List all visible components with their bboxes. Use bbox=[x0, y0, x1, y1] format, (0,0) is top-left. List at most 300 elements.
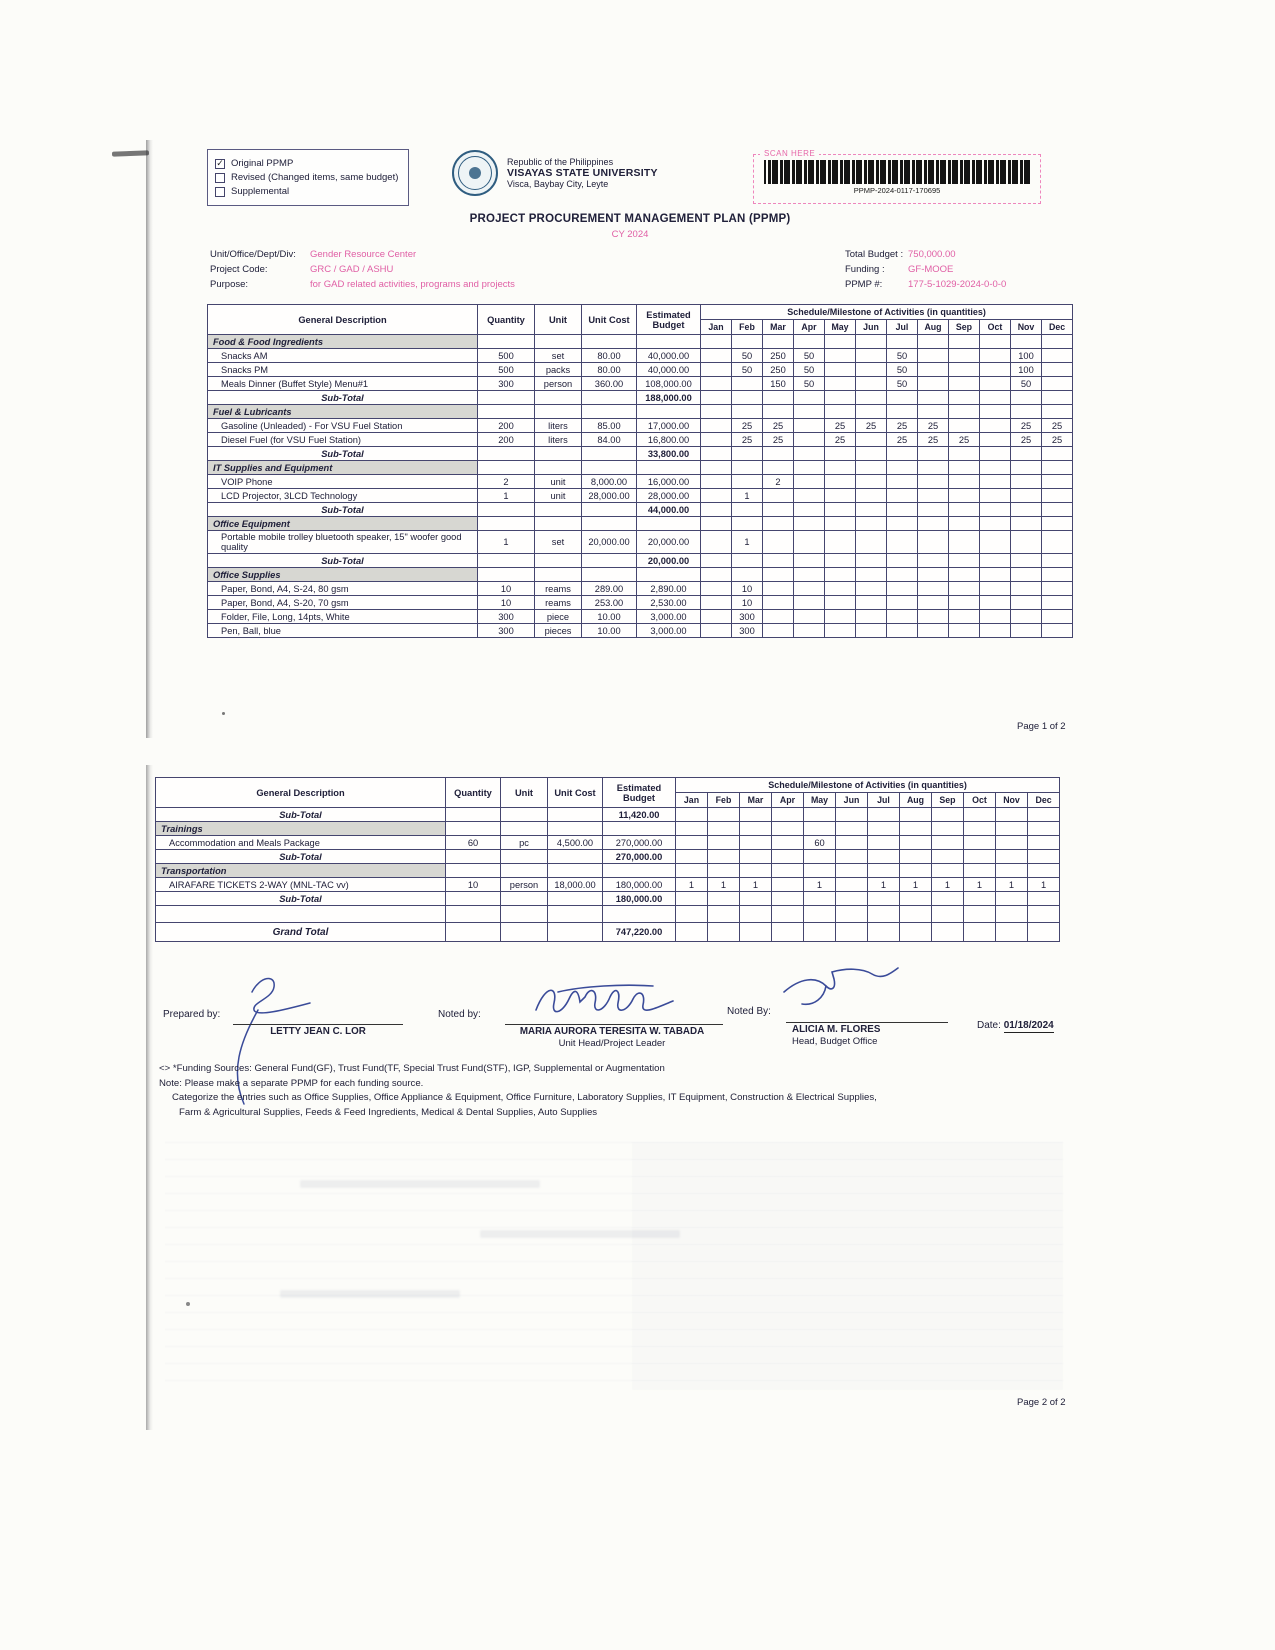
cell bbox=[535, 554, 582, 568]
cell bbox=[637, 461, 701, 475]
schedule-apr bbox=[794, 531, 825, 554]
month-header: Jan bbox=[701, 320, 732, 335]
cell bbox=[825, 503, 856, 517]
scan-edge-shadow bbox=[146, 765, 153, 1430]
checkbox-icon bbox=[215, 173, 225, 183]
university-header bbox=[452, 150, 658, 196]
cell bbox=[949, 391, 980, 405]
category-row bbox=[208, 461, 1073, 475]
cell bbox=[637, 568, 701, 582]
subtotal-row bbox=[208, 447, 1073, 461]
schedule-oct bbox=[980, 624, 1011, 638]
cell bbox=[1028, 892, 1060, 906]
cell bbox=[825, 405, 856, 419]
checkbox-label: Revised (Changed items, same budget) bbox=[231, 172, 399, 183]
schedule-sep bbox=[932, 836, 964, 850]
cell bbox=[836, 892, 868, 906]
cell bbox=[1011, 568, 1042, 582]
cell bbox=[708, 923, 740, 942]
scan-speck bbox=[186, 1302, 190, 1306]
cell bbox=[732, 568, 763, 582]
estimated-budget: 2,890.00 bbox=[637, 582, 701, 596]
cell bbox=[1042, 503, 1073, 517]
schedule-mar bbox=[763, 596, 794, 610]
schedule-nov bbox=[1011, 582, 1042, 596]
cell bbox=[478, 503, 535, 517]
schedule-sep: 1 bbox=[932, 878, 964, 892]
cell bbox=[918, 447, 949, 461]
cell bbox=[856, 517, 887, 531]
calendar-year: CY 2024 bbox=[611, 229, 649, 240]
schedule-jun bbox=[856, 489, 887, 503]
schedule-feb bbox=[708, 836, 740, 850]
cell bbox=[582, 517, 637, 531]
cell bbox=[701, 568, 732, 582]
quantity: 10 bbox=[446, 878, 501, 892]
schedule-sep: 25 bbox=[949, 433, 980, 447]
checkbox-label: Original PPMP bbox=[231, 158, 294, 169]
quantity: 500 bbox=[478, 349, 535, 363]
schedule-jun bbox=[856, 433, 887, 447]
cell bbox=[708, 808, 740, 822]
schedule-apr bbox=[794, 489, 825, 503]
republic-line: Republic of the Philippines bbox=[507, 157, 614, 167]
schedule-dec: 25 bbox=[1042, 433, 1073, 447]
cell bbox=[887, 461, 918, 475]
month-header: Jul bbox=[868, 793, 900, 808]
cell bbox=[856, 503, 887, 517]
quantity: 500 bbox=[478, 363, 535, 377]
schedule-jan bbox=[701, 531, 732, 554]
column-header: Unit bbox=[535, 305, 582, 335]
category-row bbox=[156, 822, 1060, 836]
schedule-aug bbox=[918, 349, 949, 363]
schedule-jun bbox=[836, 878, 868, 892]
cell bbox=[932, 864, 964, 878]
cell bbox=[1011, 503, 1042, 517]
schedule-may: 25 bbox=[825, 433, 856, 447]
schedule-may bbox=[825, 596, 856, 610]
cell bbox=[446, 808, 501, 822]
unit-cost: 8,000.00 bbox=[582, 475, 637, 489]
cell bbox=[887, 405, 918, 419]
cell bbox=[887, 568, 918, 582]
noted-by-name: MARIA AURORA TERESITA W. TABADA bbox=[519, 1026, 705, 1037]
schedule-sep bbox=[949, 531, 980, 554]
meta-row bbox=[845, 262, 1006, 277]
cell bbox=[949, 447, 980, 461]
schedule-may: 25 bbox=[825, 419, 856, 433]
schedule-jul: 50 bbox=[887, 349, 918, 363]
schedule-jun bbox=[836, 836, 868, 850]
schedule-feb: 50 bbox=[732, 349, 763, 363]
schedule-oct bbox=[980, 475, 1011, 489]
unit-cost: 84.00 bbox=[582, 433, 637, 447]
schedule-mar: 150 bbox=[763, 377, 794, 391]
schedule-jan bbox=[701, 582, 732, 596]
cell bbox=[825, 391, 856, 405]
month-header: Sep bbox=[932, 793, 964, 808]
schedule-oct bbox=[980, 610, 1011, 624]
column-header: Unit Cost bbox=[548, 778, 603, 808]
unit: set bbox=[535, 531, 582, 554]
cell bbox=[732, 405, 763, 419]
month-header: Apr bbox=[772, 793, 804, 808]
item-description: Gasoline (Unleaded) - For VSU Fuel Station bbox=[208, 419, 478, 433]
category-name: Office Supplies bbox=[208, 568, 478, 582]
schedule-apr bbox=[794, 624, 825, 638]
quantity: 300 bbox=[478, 624, 535, 638]
cell bbox=[732, 447, 763, 461]
cell bbox=[794, 517, 825, 531]
item-description: Paper, Bond, A4, S-24, 80 gsm bbox=[208, 582, 478, 596]
cell bbox=[501, 864, 548, 878]
cell bbox=[772, 864, 804, 878]
schedule-apr bbox=[794, 610, 825, 624]
category-row bbox=[156, 864, 1060, 878]
signature-line bbox=[786, 1022, 948, 1023]
schedule-jul: 50 bbox=[887, 363, 918, 377]
cell bbox=[446, 822, 501, 836]
schedule-sep bbox=[949, 489, 980, 503]
schedule-jul bbox=[868, 836, 900, 850]
schedule-jan bbox=[701, 419, 732, 433]
unit-cost: 80.00 bbox=[582, 363, 637, 377]
schedule-dec bbox=[1042, 582, 1073, 596]
cell bbox=[794, 447, 825, 461]
schedule-may bbox=[825, 531, 856, 554]
schedule-nov: 100 bbox=[1011, 363, 1042, 377]
checkbox-label: Supplemental bbox=[231, 186, 290, 197]
cell bbox=[1011, 335, 1042, 349]
schedule-dec bbox=[1042, 475, 1073, 489]
schedule-aug bbox=[918, 582, 949, 596]
month-header: Oct bbox=[964, 793, 996, 808]
cell bbox=[932, 850, 964, 864]
unit: liters bbox=[535, 419, 582, 433]
category-row bbox=[208, 405, 1073, 419]
item-description: Snacks PM bbox=[208, 363, 478, 377]
schedule-aug bbox=[918, 475, 949, 489]
cell bbox=[887, 517, 918, 531]
cell bbox=[1011, 517, 1042, 531]
cell bbox=[836, 906, 868, 923]
estimated-budget: 20,000.00 bbox=[637, 531, 701, 554]
cell bbox=[701, 503, 732, 517]
schedule-apr bbox=[794, 433, 825, 447]
cell bbox=[548, 923, 603, 942]
unit: set bbox=[535, 349, 582, 363]
schedule-apr: 50 bbox=[794, 377, 825, 391]
unit: reams bbox=[535, 596, 582, 610]
footnote-line: Note: Please make a separate PPMP for each funding source. bbox=[159, 1077, 424, 1089]
schedule-jun bbox=[856, 531, 887, 554]
schedule-apr: 50 bbox=[794, 363, 825, 377]
cell bbox=[964, 822, 996, 836]
date-value: 01/18/2024 bbox=[1003, 1020, 1054, 1031]
cell bbox=[918, 554, 949, 568]
cell bbox=[996, 892, 1028, 906]
estimated-budget: 40,000.00 bbox=[637, 363, 701, 377]
prepared-by-label: Prepared by: bbox=[163, 1009, 221, 1020]
date-label: Date: bbox=[977, 1020, 1001, 1031]
schedule-mar: 250 bbox=[763, 349, 794, 363]
schedule-jun bbox=[856, 596, 887, 610]
cell bbox=[548, 892, 603, 906]
item-description: Folder, File, Long, 14pts, White bbox=[208, 610, 478, 624]
month-header: Dec bbox=[1042, 320, 1073, 335]
procurement-table-page2 bbox=[155, 777, 1060, 942]
cell bbox=[1028, 923, 1060, 942]
item-description: LCD Projector, 3LCD Technology bbox=[208, 489, 478, 503]
schedule-apr bbox=[794, 419, 825, 433]
cell bbox=[918, 568, 949, 582]
cell bbox=[701, 554, 732, 568]
schedule-mar: 250 bbox=[763, 363, 794, 377]
cell bbox=[996, 822, 1028, 836]
schedule-jan bbox=[701, 624, 732, 638]
cell bbox=[900, 822, 932, 836]
unit-office-value: Gender Resource Center bbox=[310, 249, 417, 260]
cell bbox=[825, 335, 856, 349]
meta-row bbox=[210, 262, 515, 277]
schedule-feb bbox=[732, 475, 763, 489]
cell bbox=[772, 808, 804, 822]
month-header: Jan bbox=[676, 793, 708, 808]
unit-cost: 80.00 bbox=[582, 349, 637, 363]
estimated-budget: 28,000.00 bbox=[637, 489, 701, 503]
cell bbox=[868, 906, 900, 923]
cell bbox=[949, 503, 980, 517]
cell bbox=[701, 447, 732, 461]
schedule-dec bbox=[1042, 363, 1073, 377]
schedule-mar: 25 bbox=[763, 419, 794, 433]
schedule-sep bbox=[949, 610, 980, 624]
cell bbox=[825, 461, 856, 475]
schedule-jun bbox=[856, 624, 887, 638]
barcode bbox=[764, 160, 1030, 184]
schedule-jan: 1 bbox=[676, 878, 708, 892]
university-seal-logo bbox=[452, 150, 498, 196]
estimated-budget: 2,530.00 bbox=[637, 596, 701, 610]
cell bbox=[1028, 850, 1060, 864]
cell bbox=[676, 850, 708, 864]
scan-edge-shadow bbox=[146, 140, 153, 738]
unit-cost: 253.00 bbox=[582, 596, 637, 610]
cell bbox=[772, 923, 804, 942]
total-value: 44,000.00 bbox=[637, 503, 701, 517]
total-value: 188,000.00 bbox=[637, 391, 701, 405]
cell bbox=[446, 892, 501, 906]
barcode-panel bbox=[753, 149, 1041, 204]
cell bbox=[535, 461, 582, 475]
cell bbox=[763, 335, 794, 349]
noted-by-label: Noted by: bbox=[438, 1009, 481, 1020]
quantity: 1 bbox=[478, 489, 535, 503]
cell bbox=[918, 461, 949, 475]
checkbox-checked-icon: ✓ bbox=[216, 158, 224, 168]
total-label: Sub-Total bbox=[156, 850, 446, 864]
ppmp-type-box bbox=[207, 149, 409, 206]
total-value: 20,000.00 bbox=[637, 554, 701, 568]
total-label: Sub-Total bbox=[156, 808, 446, 822]
cell bbox=[535, 335, 582, 349]
subtotal-row bbox=[208, 554, 1073, 568]
unit-cost: 360.00 bbox=[582, 377, 637, 391]
ppmp-number-label: PPMP #: bbox=[845, 279, 883, 290]
schedule-mar: 1 bbox=[740, 878, 772, 892]
cell bbox=[1011, 461, 1042, 475]
cell bbox=[708, 850, 740, 864]
cell bbox=[535, 405, 582, 419]
subtotal-row bbox=[156, 850, 1060, 864]
cell bbox=[825, 554, 856, 568]
cell bbox=[980, 335, 1011, 349]
cell bbox=[582, 503, 637, 517]
cell bbox=[932, 822, 964, 836]
schedule-feb: 25 bbox=[732, 433, 763, 447]
cell bbox=[478, 335, 535, 349]
item-row bbox=[208, 433, 1073, 447]
schedule-may bbox=[825, 475, 856, 489]
unit: person bbox=[535, 377, 582, 391]
schedule-nov: 1 bbox=[996, 878, 1028, 892]
month-header: Nov bbox=[1011, 320, 1042, 335]
cell bbox=[804, 850, 836, 864]
month-header: Aug bbox=[918, 320, 949, 335]
quantity: 200 bbox=[478, 419, 535, 433]
unit-cost: 4,500.00 bbox=[548, 836, 603, 850]
schedule-nov bbox=[1011, 489, 1042, 503]
cell bbox=[980, 503, 1011, 517]
cell bbox=[949, 568, 980, 582]
cell bbox=[603, 864, 676, 878]
schedule-mar bbox=[740, 836, 772, 850]
cell bbox=[804, 822, 836, 836]
month-header: May bbox=[804, 793, 836, 808]
unit-cost: 289.00 bbox=[582, 582, 637, 596]
unit: packs bbox=[535, 363, 582, 377]
empty-row bbox=[156, 906, 1060, 923]
cell bbox=[732, 461, 763, 475]
schedule-nov bbox=[1011, 610, 1042, 624]
cell bbox=[836, 850, 868, 864]
noted-by-2-name: ALICIA M. FLORES bbox=[792, 1024, 881, 1035]
schedule-jun bbox=[856, 377, 887, 391]
cell bbox=[732, 517, 763, 531]
cell bbox=[887, 335, 918, 349]
category-row bbox=[208, 568, 1073, 582]
schedule-jan bbox=[676, 836, 708, 850]
unit: pieces bbox=[535, 624, 582, 638]
schedule-nov: 50 bbox=[1011, 377, 1042, 391]
cell bbox=[1042, 335, 1073, 349]
schedule-dec bbox=[1042, 610, 1073, 624]
footnote-line: Categorize the entries such as Office Supplies, Office Appliance & Equipment, Office Furniture, Laboratory Supplies, IT Equipment, Construction & Electrical Supplies, bbox=[172, 1092, 877, 1103]
total-label: Sub-Total bbox=[208, 554, 478, 568]
schedule-mar bbox=[763, 531, 794, 554]
month-header: Mar bbox=[740, 793, 772, 808]
cell bbox=[900, 808, 932, 822]
cell bbox=[932, 906, 964, 923]
schedule-sep bbox=[949, 419, 980, 433]
cell bbox=[763, 405, 794, 419]
quantity: 10 bbox=[478, 596, 535, 610]
schedule-may bbox=[825, 610, 856, 624]
schedule-dec bbox=[1042, 624, 1073, 638]
cell bbox=[868, 923, 900, 942]
cell bbox=[740, 892, 772, 906]
cell bbox=[708, 864, 740, 878]
cell bbox=[637, 405, 701, 419]
cell bbox=[763, 517, 794, 531]
cell bbox=[763, 554, 794, 568]
cell bbox=[996, 923, 1028, 942]
unit-cost: 18,000.00 bbox=[548, 878, 603, 892]
item-description: Accommodation and Meals Package bbox=[156, 836, 446, 850]
unit: piece bbox=[535, 610, 582, 624]
month-header: Jun bbox=[856, 320, 887, 335]
cell bbox=[887, 391, 918, 405]
month-header: Apr bbox=[794, 320, 825, 335]
barcode-number: PPMP-2024-0117-170695 bbox=[853, 186, 941, 195]
cell bbox=[501, 892, 548, 906]
cell bbox=[637, 517, 701, 531]
university-address: Visca, Baybay City, Leyte bbox=[507, 179, 609, 189]
noted-by-title: Unit Head/Project Leader bbox=[558, 1038, 666, 1049]
schedule-aug bbox=[918, 624, 949, 638]
funding-label: Funding : bbox=[845, 264, 885, 275]
cell bbox=[804, 906, 836, 923]
cell bbox=[825, 447, 856, 461]
cell bbox=[794, 568, 825, 582]
cell bbox=[548, 864, 603, 878]
cell bbox=[501, 850, 548, 864]
month-header: Jul bbox=[887, 320, 918, 335]
schedule-jul: 1 bbox=[868, 878, 900, 892]
cell bbox=[582, 405, 637, 419]
total-budget-value: 750,000.00 bbox=[908, 249, 956, 260]
schedule-oct bbox=[980, 419, 1011, 433]
item-row bbox=[208, 377, 1073, 391]
schedule-oct bbox=[980, 363, 1011, 377]
column-header: Unit bbox=[501, 778, 548, 808]
cell bbox=[501, 906, 548, 923]
schedule-dec bbox=[1028, 836, 1060, 850]
schedule-feb: 1 bbox=[732, 489, 763, 503]
total-value bbox=[603, 906, 676, 923]
cell bbox=[637, 335, 701, 349]
unit-cost: 28,000.00 bbox=[582, 489, 637, 503]
schedule-jul bbox=[887, 596, 918, 610]
cell bbox=[478, 461, 535, 475]
unit: person bbox=[501, 878, 548, 892]
cell bbox=[676, 864, 708, 878]
noted-by-2-label: Noted By: bbox=[727, 1006, 771, 1017]
schedule-dec bbox=[1042, 596, 1073, 610]
item-row bbox=[208, 419, 1073, 433]
total-budget-label: Total Budget : bbox=[845, 249, 904, 260]
item-row bbox=[156, 878, 1060, 892]
cell bbox=[836, 923, 868, 942]
cell bbox=[1028, 822, 1060, 836]
cell bbox=[949, 335, 980, 349]
column-header: Quantity bbox=[478, 305, 535, 335]
cell bbox=[996, 906, 1028, 923]
cell bbox=[856, 554, 887, 568]
cell bbox=[732, 554, 763, 568]
schedule-sep bbox=[949, 475, 980, 489]
